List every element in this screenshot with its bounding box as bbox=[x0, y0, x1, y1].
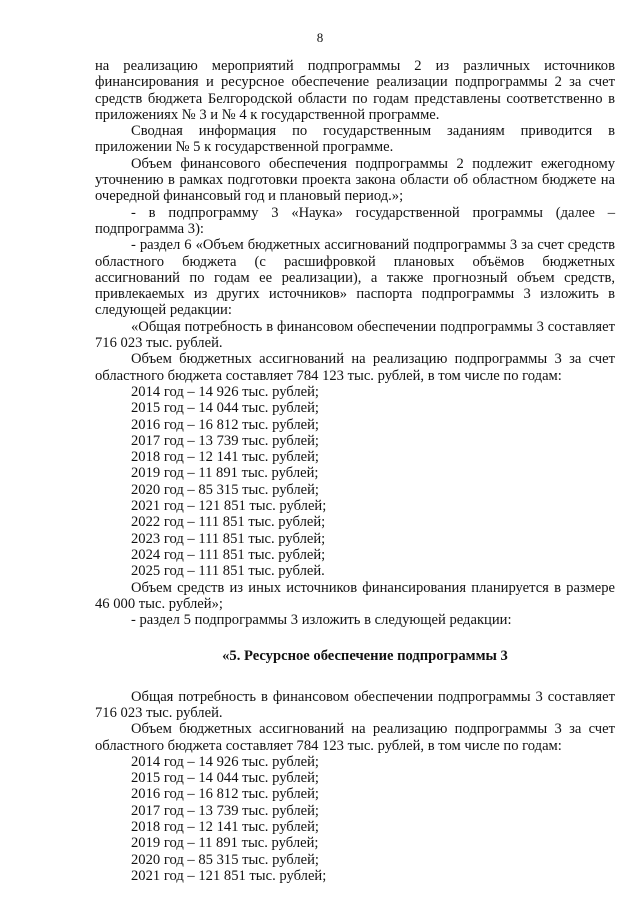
year-line: 2015 год – 14 044 тыс. рублей; bbox=[131, 400, 319, 417]
paragraph: Объем бюджетных ассигнований на реализацию подпрограммы 3 за счет областного бюджета составляет 784 123 тыс. рублей, в том числе по годам: bbox=[95, 351, 615, 384]
year-list bbox=[95, 754, 615, 884]
year-line: 2020 год – 85 315 тыс. рублей; bbox=[131, 851, 319, 868]
paragraph: «Общая потребность в финансовом обеспечении подпрограммы 3 составляет 716 023 тыс. рублей. bbox=[95, 318, 615, 352]
year-line: 2016 год – 16 812 тыс. рублей; bbox=[131, 786, 319, 803]
year-line: 2025 год – 111 851 тыс. рублей. bbox=[131, 563, 325, 580]
paragraph: - в подпрограмму 3 «Наука» государственной программы (далее – подпрограмма 3): bbox=[95, 204, 615, 237]
section-heading: «5. Ресурсное обеспечение подпрограммы 3 bbox=[222, 648, 508, 665]
year-line: 2023 год – 111 851 тыс. рублей; bbox=[131, 530, 326, 547]
year-line: 2017 год – 13 739 тыс. рублей; bbox=[131, 432, 319, 449]
paragraph: Объем финансового обеспечения подпрограммы 2 подлежит ежегодному уточнению в рамках подготовки проекта закона области об областном бюджете на очередной финансовый год и плановый период.»; bbox=[95, 155, 615, 205]
document-body bbox=[95, 58, 615, 884]
year-line: 2014 год – 14 926 тыс. рублей; bbox=[131, 383, 319, 400]
year-line: 2019 год – 11 891 тыс. рублей; bbox=[131, 465, 319, 482]
paragraph: Общая потребность в финансовом обеспечении подпрограммы 3 составляет 716 023 тыс. рублей. bbox=[95, 688, 615, 721]
year-list bbox=[95, 384, 615, 580]
year-line: 2019 год – 11 891 тыс. рублей; bbox=[131, 835, 319, 852]
page-number: 8 bbox=[316, 30, 324, 45]
year-line: 2024 год – 111 851 тыс. рублей; bbox=[131, 546, 326, 563]
paragraph: - раздел 6 «Объем бюджетных ассигнований подпрограммы 3 за счет средств областного бюджета (с расшифровкой плановых объёмов бюджетных ассигнований по годам ее реализации), а также прогнозный объем средств, привлекаемых из других источников» паспорта подпрограммы 3 изложить в следующей редакции: bbox=[95, 237, 615, 319]
year-line: 2016 год – 16 812 тыс. рублей; bbox=[131, 416, 319, 433]
paragraph: Объем средств из иных источников финансирования планируется в размере 46 000 тыс. рублей»; bbox=[95, 579, 615, 612]
paragraph: на реализацию мероприятий подпрограммы 2 из различных источников финансирования и ресурсное обеспечение реализации подпрограммы 2 за счет средств бюджета Белгородской области по годам представлены соответственно в приложениях № 3 и № 4 к государственной программе. bbox=[95, 58, 615, 123]
year-line: 2018 год – 12 141 тыс. рублей; bbox=[131, 449, 319, 466]
year-line: 2014 год – 14 926 тыс. рублей; bbox=[131, 753, 319, 770]
paragraph: Сводная информация по государственным заданиям приводится в приложении № 5 к государственной программе. bbox=[95, 123, 615, 156]
year-line: 2021 год – 121 851 тыс. рублей; bbox=[131, 498, 327, 515]
year-line: 2018 год – 12 141 тыс. рублей; bbox=[131, 819, 319, 836]
year-line: 2020 год – 85 315 тыс. рублей; bbox=[131, 481, 319, 498]
year-line: 2017 год – 13 739 тыс. рублей; bbox=[131, 802, 319, 819]
year-line: 2021 год – 121 851 тыс. рублей; bbox=[131, 867, 327, 884]
paragraph: Объем бюджетных ассигнований на реализацию подпрограммы 3 за счет областного бюджета составляет 784 123 тыс. рублей, в том числе по годам: bbox=[95, 721, 615, 754]
paragraph: - раздел 5 подпрограммы 3 изложить в следующей редакции: bbox=[131, 612, 512, 629]
year-line: 2015 год – 14 044 тыс. рублей; bbox=[131, 770, 319, 787]
year-line: 2022 год – 111 851 тыс. рублей; bbox=[131, 514, 326, 531]
